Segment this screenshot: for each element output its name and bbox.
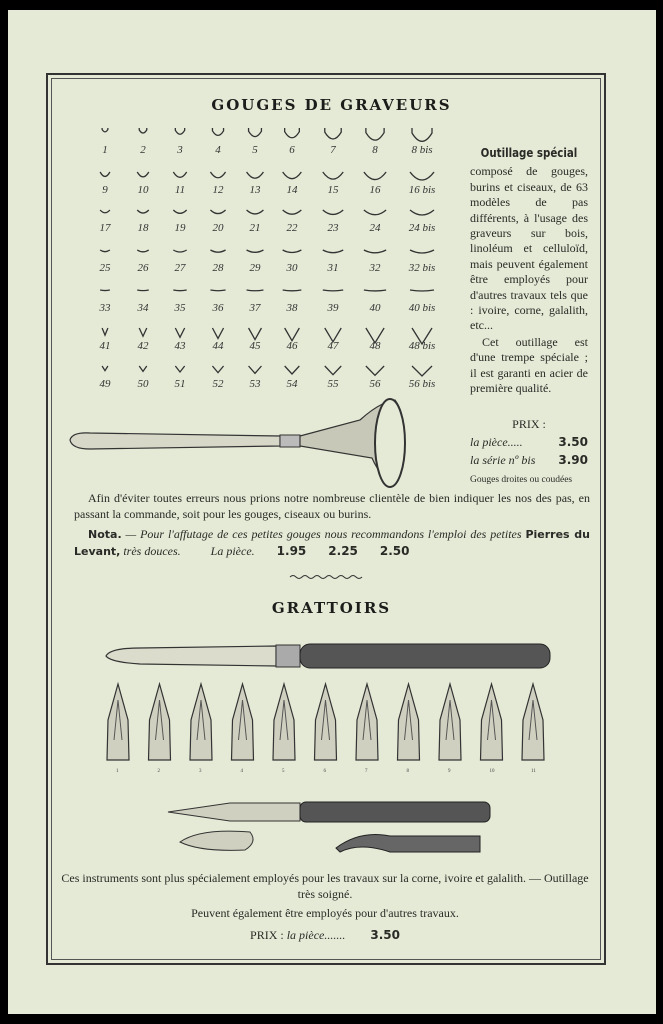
gouge-profile-icon [100,250,110,252]
gouge-number: 10 [137,184,149,196]
gouge-profile-icon [323,210,343,214]
gouge-profile-icon [212,128,223,135]
gouge-number: 12 [212,184,224,196]
gouge-number: 24 bis [408,222,436,234]
price-serie-label: la série nº bis [470,453,536,468]
gouge-number: 37 [249,302,261,314]
separator-icon [290,576,362,579]
nota-bold: Pierres du Levant, [74,528,591,558]
gouge-handle-icon [70,433,280,449]
side-title: Outillage spécial [480,145,578,160]
blade-number: 6 [323,769,326,774]
gouge-profile-icon [212,366,223,373]
gouge-number: 18 [137,222,149,234]
gouge-profile-icon [323,290,343,291]
gouge-profile-icon [100,290,110,291]
gouge-number: 34 [137,302,149,314]
gouge-number: 45 [249,340,261,352]
blade-number: 5 [282,769,285,774]
grattoir-blade-icon [439,684,461,760]
grattoir-handle-icon [300,644,550,668]
gouge-number: 24 [369,222,381,234]
gouge-profile-icon [210,250,225,252]
gouge-profile-icon [366,128,384,140]
price-serie-value: 3.90 [558,453,588,468]
gouge-number: 25 [99,262,111,274]
gouge-number: 44 [212,340,224,352]
gouge-number: 43 [174,340,186,352]
knife-handle-icon [300,802,490,822]
gouge-profile-icon [210,210,225,214]
grattoir-blade-icon [398,684,420,760]
blade-number: 8 [406,769,409,774]
gouge-profile-icon [410,290,434,291]
gouge-number: 56 bis [408,378,436,390]
gouge-profile-icon [283,172,302,179]
prix-label: PRIX : [512,416,546,431]
nota-end: très douces. [120,544,181,558]
gouge-number: 39 [327,302,339,314]
grattoirs-title: GRATTOIRS [271,599,392,617]
gouge-number: 50 [137,378,149,390]
blade-number: 11 [531,769,536,774]
gouge-profile-icon [283,250,302,253]
gouge-number: 31 [327,262,339,274]
blade-number: 9 [448,769,451,774]
gouge-profile-icon [325,128,341,139]
gouge-number: 14 [286,184,298,196]
grattoir-blade-icon [315,684,337,760]
nota-price-3: 2.50 [379,544,410,558]
side-description [470,145,588,488]
gouge-profile-icon [175,366,184,372]
grattoir-blade-icon [522,684,544,760]
note-small: Gouges droites ou coudées [470,474,573,485]
gouge-profile-icon [249,128,262,137]
gouge-number: 28 [212,262,224,274]
gouge-profile-icon [210,172,225,178]
gouge-profile-icon [283,290,302,291]
gouge-number: 53 [249,378,261,390]
gouge-profile-icon [137,210,149,213]
blade-number: 3 [199,769,202,774]
gouge-number: 35 [174,302,186,314]
gouge-profile-icon [325,366,341,375]
price-serie [470,453,588,468]
grattoirs-prix-label: PRIX : [250,928,284,942]
gouge-profile-icon [323,172,343,179]
gouge-number: 48 [369,340,381,352]
side-text-2: Cet outillage est d'une trempe spéciale ; il est garanti en acier de première qualité. [470,334,588,396]
grattoir-blade-icon [232,684,254,760]
gouge-number: 27 [174,262,186,274]
gouge-number: 11 [174,184,186,196]
gouge-profile-icon [283,210,302,214]
nota-price-1: 1.95 [276,544,307,558]
gouge-profile-icon [364,290,386,291]
grattoir-blade-icon [106,646,276,666]
gouge-profile-icon [249,366,262,373]
gouge-number: 38 [286,302,298,314]
gouge-profile-icon [137,172,149,177]
gouge-number: 23 [327,222,339,234]
gouge-profile-icon [212,328,223,338]
gouge-number: 8 [372,144,378,156]
gouge-profile-icon [173,210,186,213]
gouge-number: 47 [327,340,339,352]
gouge-number: 48 bis [408,340,436,352]
blade-number: 4 [240,769,243,774]
gouge-profile-icon [366,366,384,375]
gouge-profile-icon [173,172,186,177]
gouge-profile-icon [410,250,434,253]
gouge-number: 16 bis [408,184,436,196]
nota-price-label: La pièce. [210,544,255,558]
gouge-number: 7 [330,144,336,156]
gouge-profile-icon [173,250,186,252]
gouge-number: 42 [137,340,149,352]
price-piece [470,435,588,450]
gouge-profile-icon [139,366,147,371]
gouge-number: 15 [327,184,339,196]
gouge-number: 36 [212,302,224,314]
gouge-profile-icon [410,172,434,180]
gouge-number: 26 [137,262,149,274]
gouge-profile-icon [175,128,184,134]
gouge-number: 56 [369,378,381,390]
grattoir-blade-icon [356,684,378,760]
gouge-number: 17 [99,222,111,234]
gouge-number: 40 [369,302,381,314]
gouge-number: 6 [289,144,295,156]
gouge-ferrule-icon [280,435,300,447]
gouge-number: 33 [99,302,111,314]
gouge-profile-icon [210,290,225,291]
grattoirs-text-block [60,870,590,946]
spare-blade-icon [180,831,253,850]
gouge-profile-icon [285,328,300,341]
grattoir-ferrule-icon [276,645,300,667]
blade-number: 2 [157,769,160,774]
gouge-profile-icon [285,128,300,138]
gouge-number: 19 [174,222,186,234]
gouge-number: 3 [177,144,183,156]
gouge-number: 9 [102,184,108,196]
gouge-profile-icon [247,210,264,214]
gouge-number: 32 [369,262,381,274]
grattoir-blade-icon [107,684,129,760]
gouge-number: 30 [286,262,298,274]
gouge-number: 32 bis [408,262,436,274]
grattoirs-text: Ces instruments sont plus spécialement employés pour les travaux sur la corne, ivoire et galalith. — Outillage très soigné. [61,871,589,901]
blade-number: 1 [116,769,119,774]
grattoir-blade-icon [481,684,503,760]
gouge-number: 21 [249,222,261,234]
gouge-profile-icon [102,128,108,132]
gouge-number: 16 [369,184,381,196]
gouge-number: 51 [174,378,186,390]
notes-block [74,490,590,560]
gouge-profile-icon [175,328,184,337]
gouge-profile-icon [364,250,386,253]
gouge-number: 41 [99,340,111,352]
gouge-number: 29 [249,262,261,274]
order-note: Afin d'éviter toutes erreurs nous prions notre nombreuse clientèle de bien indiquer les nos des pas, en passant la commande, soit pour les gouges, ciseaux ou burins. [74,491,590,521]
price-piece-value: 3.50 [558,434,588,449]
gouge-number: 40 bis [408,302,436,314]
gouge-number: 52 [212,378,224,390]
blade-number: 10 [489,769,495,774]
grattoirs-price-value: 3.50 [370,928,400,942]
gouge-number: 2 [140,144,146,156]
gouge-profile-icon [173,290,186,291]
gouge-profile-icon [102,366,108,371]
side-text: composé de gouges, burins et ciseaux, de 63 modèles de pas différents, à l'usage des graveurs sur bois, linoléum et celluloïd, mais peuvent également être employés pour d'autres travaux tels que : ivoire, corne, galalith, etc... [470,164,588,333]
price-piece-label: la pièce..... [470,434,523,449]
gouge-number: 49 [99,378,111,390]
grattoirs-text-2: Peuvent également être employés pour d'autres travaux. [191,906,459,920]
gouge-number: 13 [249,184,261,196]
gouge-profile-icon [137,290,149,291]
gouge-number: 5 [252,144,258,156]
gouge-profile-icon [100,172,110,176]
grattoirs-price-label: la pièce....... [286,928,346,942]
gouge-profile-icon [247,290,264,291]
gouge-number: 55 [327,378,339,390]
grattoir-blade-icon [273,684,295,760]
gouge-number: 4 [215,144,221,156]
grattoirs-price [60,927,590,943]
nota-label: Nota. [88,528,122,541]
gouge-profile-icon [412,128,432,141]
grattoir-blade-icon [149,684,171,760]
nota [74,526,590,560]
nota-text: — Pour l'affutage de ces petites gouges nous recommandons l'emploi des petites [121,527,526,541]
gouge-profile-icon [412,366,432,376]
gouge-number: 1 [102,144,108,156]
gouge-number: 54 [286,378,298,390]
gouge-profile-icon [139,128,147,133]
gouge-number: 8 bis [411,144,433,156]
gouge-profile-icon [100,210,110,213]
gouge-profile-icon [364,210,386,215]
gouge-profile-icon [139,328,147,336]
hooked-tool-icon [336,835,480,853]
gouge-profile-icon [410,210,434,215]
gouges-title: GOUGES DE GRAVEURS [211,96,452,114]
gouge-profile-icon [323,250,343,253]
gouge-profile-icon [285,366,300,374]
gouge-profile-icon [102,328,108,335]
gouge-profile-icon [364,172,386,180]
grattoir-blade-icon [190,684,212,760]
gouge-profile-icon [247,172,264,178]
gouge-profile-icon [247,250,264,252]
blade-number: 7 [365,769,368,774]
gouge-number: 20 [212,222,224,234]
gouge-number: 22 [286,222,298,234]
gouge-profile-icon [137,250,149,252]
nota-price-2: 2.25 [328,544,358,558]
knife-blade-icon [168,803,300,821]
gouge-profile-icon [249,328,262,340]
gouge-number: 46 [286,340,298,352]
gouge-blade-edge-icon [375,399,405,487]
